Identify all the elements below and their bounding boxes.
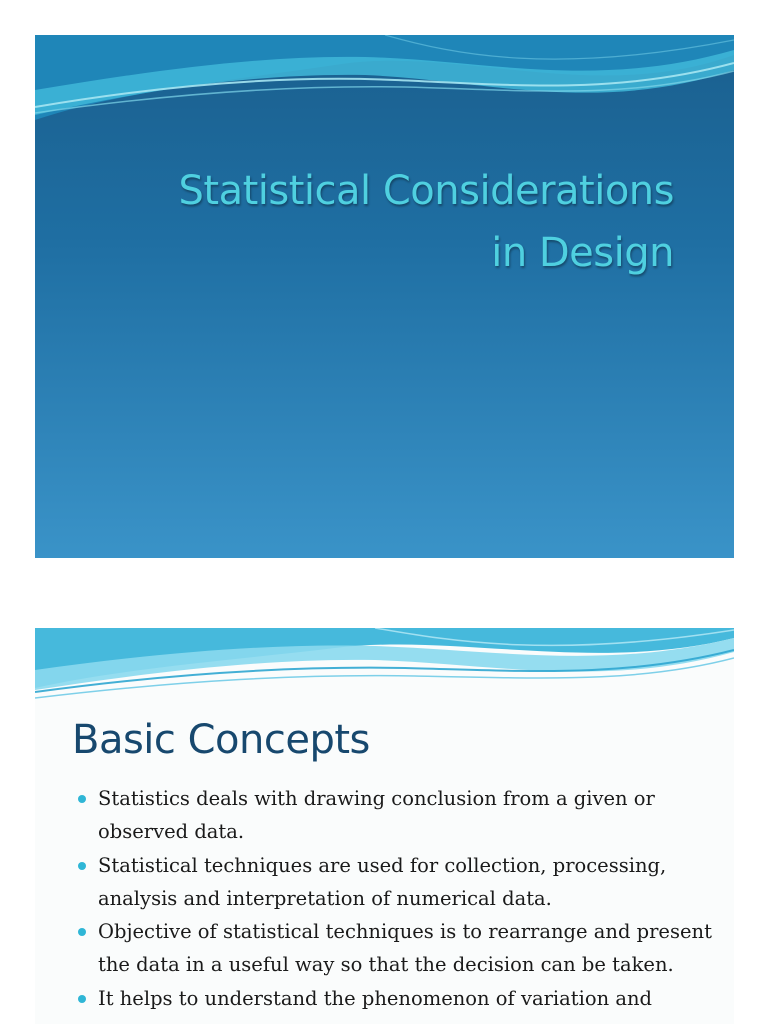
slide-title: [54, 160, 674, 284]
bullet-text: Statistics deals with drawing conclusion from a given or observed data.: [98, 787, 655, 843]
bullet-text: Statistical techniques are used for collection, processing, analysis and interpretation of numerical data.: [98, 853, 667, 910]
bullet-text: Objective of statistical techniques is to rearrange and present the data in a useful way so that the decision can be taken.: [98, 920, 712, 977]
slide-heading: Basic Concepts: [72, 717, 370, 763]
bullet-item: [73, 782, 713, 848]
bullet-dot-icon: [78, 928, 86, 936]
slide-header-wave-decoration: [35, 628, 734, 708]
bullet-item: [73, 982, 713, 1015]
bullet-dot-icon: [78, 795, 86, 803]
bullet-item: [73, 849, 713, 915]
content-slide: [35, 628, 734, 1024]
bullet-dot-icon: [78, 995, 86, 1003]
title-slide: [35, 35, 734, 558]
slide-title-line-2: in Design: [491, 230, 674, 276]
slide-header-wave-decoration: [35, 35, 734, 155]
bullet-list: [73, 782, 713, 1016]
bullet-dot-icon: [78, 862, 86, 870]
bullet-text: It helps to understand the phenomenon of variation and: [98, 987, 653, 1011]
slide-title-line-1: Statistical Considerations: [178, 168, 674, 214]
bullet-item: [73, 915, 713, 981]
